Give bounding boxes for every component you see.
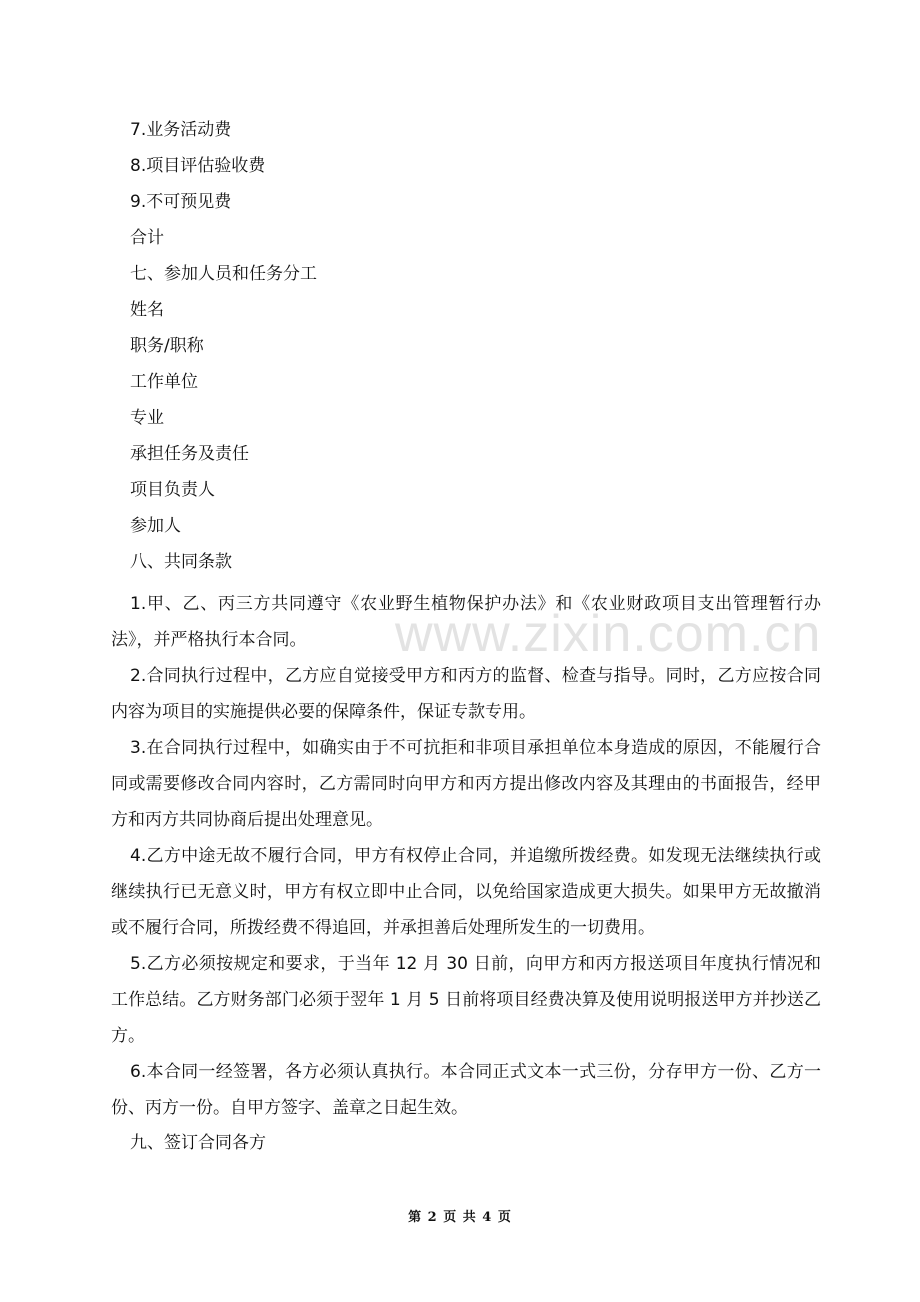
watermark: www.zixin.com.cn (395, 605, 822, 663)
clause-3: 3.在合同执行过程中，如确实由于不可抗拒和非项目承担单位本身造成的原因，不能履行合同或需要修改合同内容时，乙方需同时向甲方和丙方提出修改内容及其理由的书面报告，经甲方和丙方共同协商后提出处理意见。 (111, 738, 821, 830)
field-specialty: 专业 (130, 408, 164, 428)
field-work-unit: 工作单位 (130, 372, 198, 392)
field-project-leader: 项目负责人 (130, 480, 215, 500)
field-participants: 参加人 (130, 516, 181, 536)
budget-item-contingency: 9.不可预见费 (130, 192, 232, 212)
page-footer: 第 2 页 共 4 页 (408, 1210, 512, 1225)
clause-6: 6.本合同一经签署，各方必须认真执行。本合同正式文本一式三份，分存甲方一份、乙方一份、丙方一份。自甲方签字、盖章之日起生效。 (111, 1062, 821, 1118)
clause-2: 2.合同执行过程中，乙方应自觉接受甲方和丙方的监督、检查与指导。同时，乙方应按合同内容为项目的实施提供必要的保障条件，保证专款专用。 (111, 666, 821, 722)
clause-1: 1.甲、乙、丙三方共同遵守《农业野生植物保护办法》和《农业财政项目支出管理暂行办法》，并严格执行本合同。 (111, 594, 821, 650)
field-tasks-responsibilities: 承担任务及责任 (130, 444, 249, 464)
clause-5: 5.乙方必须按规定和要求，于当年 12 月 30 日前，向甲方和丙方报送项目年度执行情况和工作总结。乙方财务部门必须于翌年 1 月 5 日前将项目经费决算及使用说明报送甲方并抄送乙方。 (111, 954, 821, 1046)
clause-4: 4.乙方中途无故不履行合同，甲方有权停止合同，并追缴所拨经费。如发现无法继续执行或继续执行已无意义时，甲方有权立即中止合同，以免给国家造成更大损失。如果甲方无故撤消或不履行合同，所拨经费不得追回，并承担善后处理所发生的一切费用。 (111, 846, 821, 938)
budget-item-evaluation-fee: 8.项目评估验收费 (130, 156, 266, 176)
section-seven-heading: 七、参加人员和任务分工 (130, 264, 317, 284)
section-eight-heading: 八、共同条款 (130, 552, 232, 572)
budget-item-business-activity: 7.业务活动费 (130, 120, 232, 140)
field-position-title: 职务/职称 (130, 336, 204, 356)
section-nine-heading: 九、签订合同各方 (130, 1133, 266, 1153)
field-name: 姓名 (130, 300, 164, 320)
budget-total: 合计 (130, 228, 164, 248)
